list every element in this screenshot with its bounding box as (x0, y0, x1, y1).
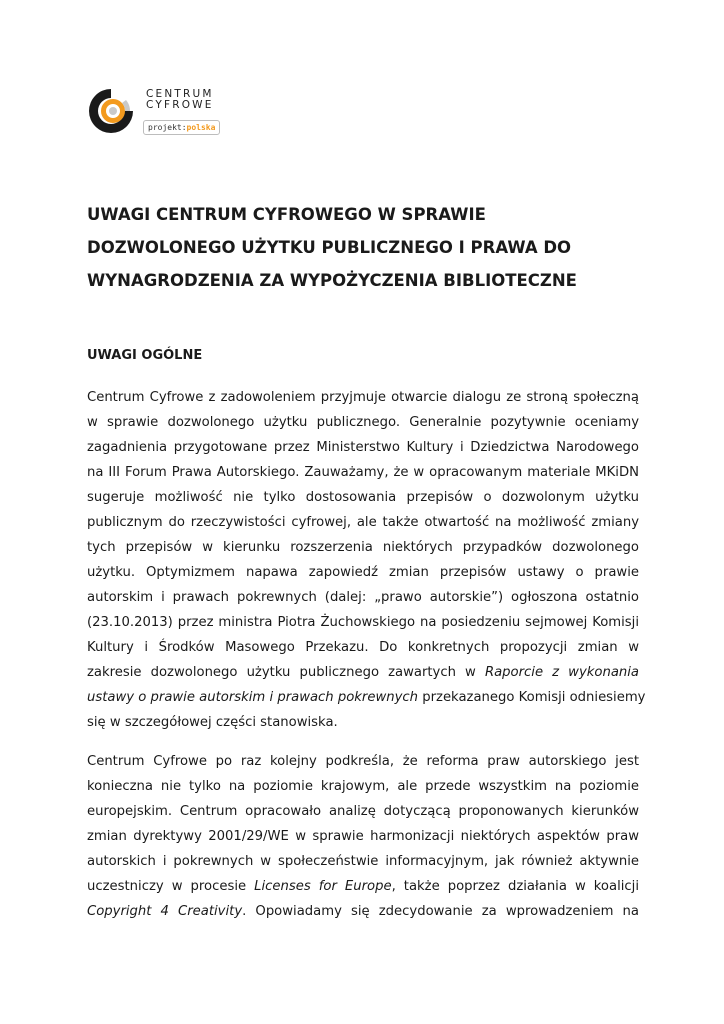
text-line (87, 685, 646, 710)
text-line: się w szczegółowej części stanowiska. (87, 715, 338, 730)
text-line (87, 874, 639, 899)
text-line: zmian dyrektywy 2001/29/WE w sprawie harmonizacji niektórych aspektów praw (87, 829, 639, 844)
section-heading: UWAGI OGÓLNE (87, 348, 203, 363)
licenses-for-europe: Licenses for Europe (254, 879, 392, 894)
paragraph-2 (87, 749, 639, 924)
report-title-part2: ustawy o prawie autorskim i prawach pokrewnych (87, 690, 419, 705)
report-title-part1: Raporcie z wykonania (484, 665, 640, 680)
brand-name-line2: CYFROWE (146, 99, 214, 111)
copyright-4-creativity: Copyright 4 Creativity (87, 904, 243, 919)
text-run: zakresie dozwolonego użytku publicznego zawartych w (87, 665, 485, 680)
text-line: sugeruje możliwość nie tylko dostosowania przepisów o dozwolonym użytku (87, 490, 639, 505)
text-line: Centrum Cyfrowe z zadowoleniem przyjmuje otwarcie dialogu ze stroną społeczną (87, 390, 639, 405)
paragraph-1 (87, 385, 646, 735)
text-run: . Opowiadamy się zdecydowanie za wprowadzeniem na (242, 904, 639, 919)
brand-name-line1: CENTRUM (146, 88, 214, 100)
title-line-2: DOZWOLONEGO UŻYTKU PUBLICZNEGO I PRAWA DO (87, 238, 572, 257)
text-run: przekazanego Komisji odniesiemy (418, 690, 646, 705)
text-line: (23.10.2013) przez ministra Piotra Żuchowskiego na posiedzeniu sejmowej Komisji (87, 615, 639, 630)
text-line: użytku. Optymizmem napawa zapowiedź zmian przepisów ustawy o prawie (87, 565, 639, 580)
text-run: uczestniczy w procesie (87, 879, 255, 894)
text-line: tych przepisów w kierunku rozszerzenia niektórych przypadków dozwolonego (87, 540, 639, 555)
text-line: Centrum Cyfrowe po raz kolejny podkreśla, że reforma praw autorskiego jest (87, 754, 639, 769)
centrum-cyfrowe-logo (86, 86, 246, 138)
text-line: publicznym do rzeczywistości cyfrowej, ale także otwartość na możliwość zmiany (87, 515, 639, 530)
text-line: zagadnienia przygotowane przez Ministerstwo Kultury i Dziedzictwa Narodowego (87, 440, 639, 455)
text-line (87, 660, 639, 685)
title-line-3: WYNAGRODZENIA ZA WYPOŻYCZENIA BIBLIOTECZNE (87, 271, 577, 290)
text-line: autorskich i pokrewnych w społeczeństwie informacyjnym, jak również aktywnie (87, 854, 639, 869)
document-title (87, 198, 647, 297)
badge-prefix: projekt: (148, 123, 187, 132)
logo-mark-icon (86, 86, 136, 136)
title-line-1: UWAGI CENTRUM CYFROWEGO W SPRAWIE (87, 205, 486, 224)
text-line: na III Forum Prawa Autorskiego. Zauważamy, że w opracowanym materiale MKiDN (87, 465, 639, 480)
text-line: europejskim. Centrum opracowało analizę dotyczącą proponowanych kierunków (87, 804, 639, 819)
text-line: konieczna nie tylko na poziomie krajowym, ale przede wszystkim na poziomie (87, 779, 639, 794)
badge-name: polska (186, 123, 216, 132)
text-line: Kultury i Środków Masowego Przekazu. Do konkretnych propozycji zmian w (87, 640, 639, 655)
text-line: autorskim i prawach pokrewnych (dalej: „prawo autorskie”) ogłoszona ostatnio (87, 590, 639, 605)
projekt-polska-badge (143, 120, 220, 135)
text-line (87, 899, 639, 924)
text-line: w sprawie dozwolonego użytku publicznego. Generalnie pozytywnie oceniamy (87, 415, 639, 430)
text-run: , także poprzez działania w koalicji (391, 879, 639, 894)
